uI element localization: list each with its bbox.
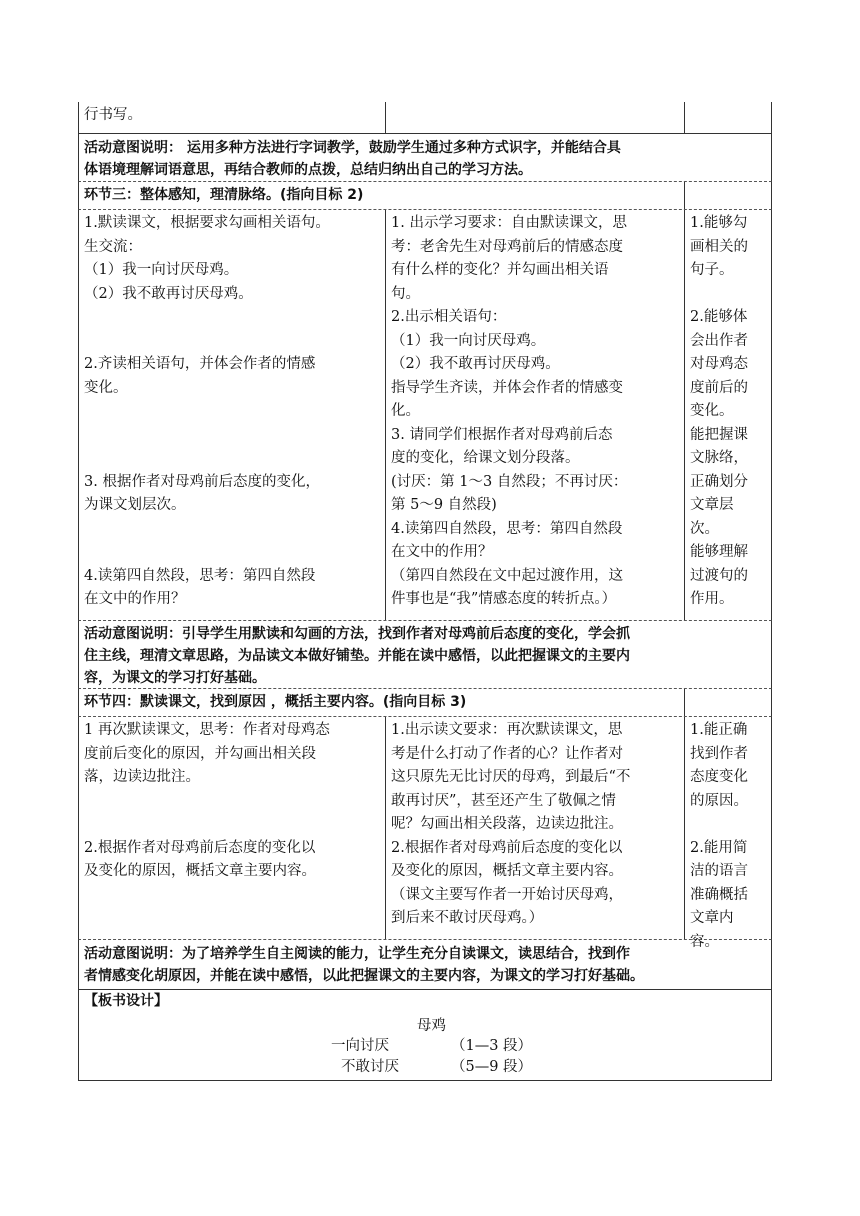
text-line: 2.能够体 [690, 309, 748, 325]
section-4-body [78, 717, 772, 950]
text-line: 的原因。 [690, 792, 748, 809]
section-4-header: 环节四：默读课文，找到原因 ，概括主要内容。(指向目标 3) [78, 689, 772, 717]
text-line [690, 283, 766, 307]
text-line: 变化。 [84, 379, 128, 396]
text-line: （课文主要写作者一开始讨厌母鸡， [391, 886, 623, 903]
text-line: 句子。 [690, 262, 734, 278]
text-line: 能够理解 [690, 544, 748, 560]
text-line: 件事也是“我”情感态度的转折点。） [391, 591, 617, 607]
goal-assessment [685, 210, 771, 620]
text-line [84, 541, 380, 565]
text-line: 化。 [391, 403, 420, 419]
text-line: 能把握课 [690, 426, 748, 443]
text-line: 作用。 [690, 591, 734, 607]
text-line: 这只原先无比讨厌的母鸡，到最后“不 [391, 769, 631, 785]
text-line: 考是什么打动了作者的心？让作者对 [391, 745, 623, 762]
text-line: （1）我一向讨厌母鸡。 [84, 262, 239, 278]
text-line: 到后来不敢讨厌母鸡。） [391, 910, 544, 926]
text-line: （第四自然段在文中起过渡作用，这 [391, 567, 623, 584]
text-line [84, 400, 380, 424]
text-line: 为课文划层次。 [84, 497, 186, 513]
text-line: 容。 [690, 933, 719, 950]
text-line: 变化。 [690, 403, 734, 419]
text-line: 度的变化，给课文划分段落。 [391, 450, 580, 466]
text-line: 呢？勾画出相关段落，边读边批注。 [391, 816, 623, 832]
text-line: 对母鸡态 [690, 356, 748, 372]
text-line: 2.能用简 [690, 839, 748, 856]
text-line: 在文中的作用？ [391, 544, 493, 560]
text-line: 1 再次默读课文，思考：作者对母鸡态 [84, 722, 330, 738]
activity-intent-2: 活动意图说明：引导学生用默读和勾画的方法，找到作者对母鸡前后态度的变化，学会抓 住主线，理清文章思路，为品读文本做好铺垫。并能在读中感悟，以此把握课文的主要内 容，为课文的学习打好基础。 [78, 621, 772, 689]
text-line: 文章层 [690, 497, 734, 513]
text-line: 1.能够勾 [690, 215, 748, 231]
text-line: 度前后变化的原因，并勾画出相关段 [84, 745, 316, 762]
text-line: 考：老舍先生对母鸡前后的情感态度 [391, 238, 623, 255]
text-line: 态度变化 [690, 769, 748, 785]
text-line [690, 813, 766, 837]
activity-intent-1: 活动意图说明： 运用多种方法进行字词教学，鼓励学生通过多种方式识字，并能结合具 体语境理解词语意思，再结合教师的点拨，总结归纳出自己的学习方法。 [78, 134, 772, 182]
text-line: 2.出示相关语句： [391, 309, 507, 325]
text-line: 1.出示读文要求：再次默读课文，思 [391, 722, 623, 738]
text-line: 及变化的原因，概括文章主要内容。 [391, 863, 623, 879]
text-line: （2）我不敢再讨厌母鸡。 [84, 285, 253, 302]
text-line: 画相关的 [690, 238, 748, 255]
activity-intent-3: 活动意图说明：为了培养学生自主阅读的能力，让学生充分自读课文，读思结合，找到作 者情感变化胡原因，并能在读中感悟，以此把握课文的主要内容，为课文的学习打好基础。 [78, 940, 772, 990]
text-line [84, 447, 380, 471]
board-heading: 母鸡 [417, 1018, 446, 1034]
text-line [84, 790, 380, 814]
text-line: 2.根据作者对母鸡前后态度的变化以 [391, 839, 623, 856]
teacher-activity [386, 210, 685, 620]
text-line: 指导学生齐读，并体会作者的情感变 [391, 379, 623, 396]
text-line: 1.默读课文，根据要求勾画相关语句。 [84, 215, 330, 231]
text-line: 准确概括 [690, 886, 748, 903]
text-line: 敢再讨厌”，甚至还产生了敬佩之情 [391, 792, 616, 809]
board-design: 【板书设计】 母鸡 一向讨厌 （1—3 段） 不敢讨厌 （5—9 段） [78, 990, 772, 1081]
text-line: 4.读第四自然段，思考：第四自然段 [84, 567, 316, 584]
text-line: 1. 出示学习要求：自由默读课文，思 [391, 215, 627, 231]
text-line: 次。 [690, 520, 719, 537]
text-line: 生交流： [84, 238, 142, 255]
text-line: 会出作者 [690, 332, 748, 349]
text-line [84, 306, 380, 330]
student-activity [79, 210, 386, 620]
text-line: （2）我不敢再讨厌母鸡。 [391, 356, 560, 372]
goal-cell [685, 102, 771, 133]
text-line: 句。 [391, 285, 420, 302]
text-line: 3. 根据作者对母鸡前后态度的变化， [84, 473, 320, 490]
section-3-header: 环节三：整体感知，理清脉络。(指向目标 2) [78, 182, 772, 210]
text-line: 洁的语言 [690, 863, 748, 879]
text-line: 找到作者 [690, 745, 748, 762]
goal-assessment [685, 717, 771, 950]
text-line: 2.齐读相关语句，并体会作者的情感 [84, 356, 316, 372]
student-activity [79, 717, 386, 939]
text-line [84, 424, 380, 448]
teacher-activity [386, 717, 685, 939]
text-line: 2.根据作者对母鸡前后态度的变化以 [84, 839, 316, 856]
text-line: 落，边读边批注。 [84, 769, 200, 785]
text-line: 1.能正确 [690, 722, 748, 738]
text-line: 3. 请同学们根据作者对母鸡前后态 [391, 426, 613, 443]
text-line: 正确划分 [690, 473, 748, 490]
text-line: 4.读第四自然段，思考：第四自然段 [391, 520, 623, 537]
student-cell: 行书写。 [79, 102, 386, 133]
text-line [84, 813, 380, 837]
text-line [84, 330, 380, 354]
table-row [78, 102, 772, 134]
text-line: 文脉络， [690, 450, 748, 466]
text-line: 过渡句的 [690, 567, 748, 584]
board-title: 【板书设计】 [84, 993, 168, 1009]
text-line [84, 518, 380, 542]
text-line: （1）我一向讨厌母鸡。 [391, 332, 546, 349]
text-line: 第 5～9 自然段) [391, 497, 497, 513]
text-line: 及变化的原因，概括文章主要内容。 [84, 863, 316, 879]
section-3-body [78, 210, 772, 621]
text-line: 度前后的 [690, 379, 748, 396]
text-line: 有什么样的变化？并勾画出相关语 [391, 262, 609, 278]
text-line: (讨厌：第 1～3 自然段；不再讨厌： [391, 473, 628, 490]
text-line: 文章内 [690, 910, 734, 926]
text-line: 在文中的作用？ [84, 591, 186, 607]
teacher-cell [386, 102, 685, 133]
